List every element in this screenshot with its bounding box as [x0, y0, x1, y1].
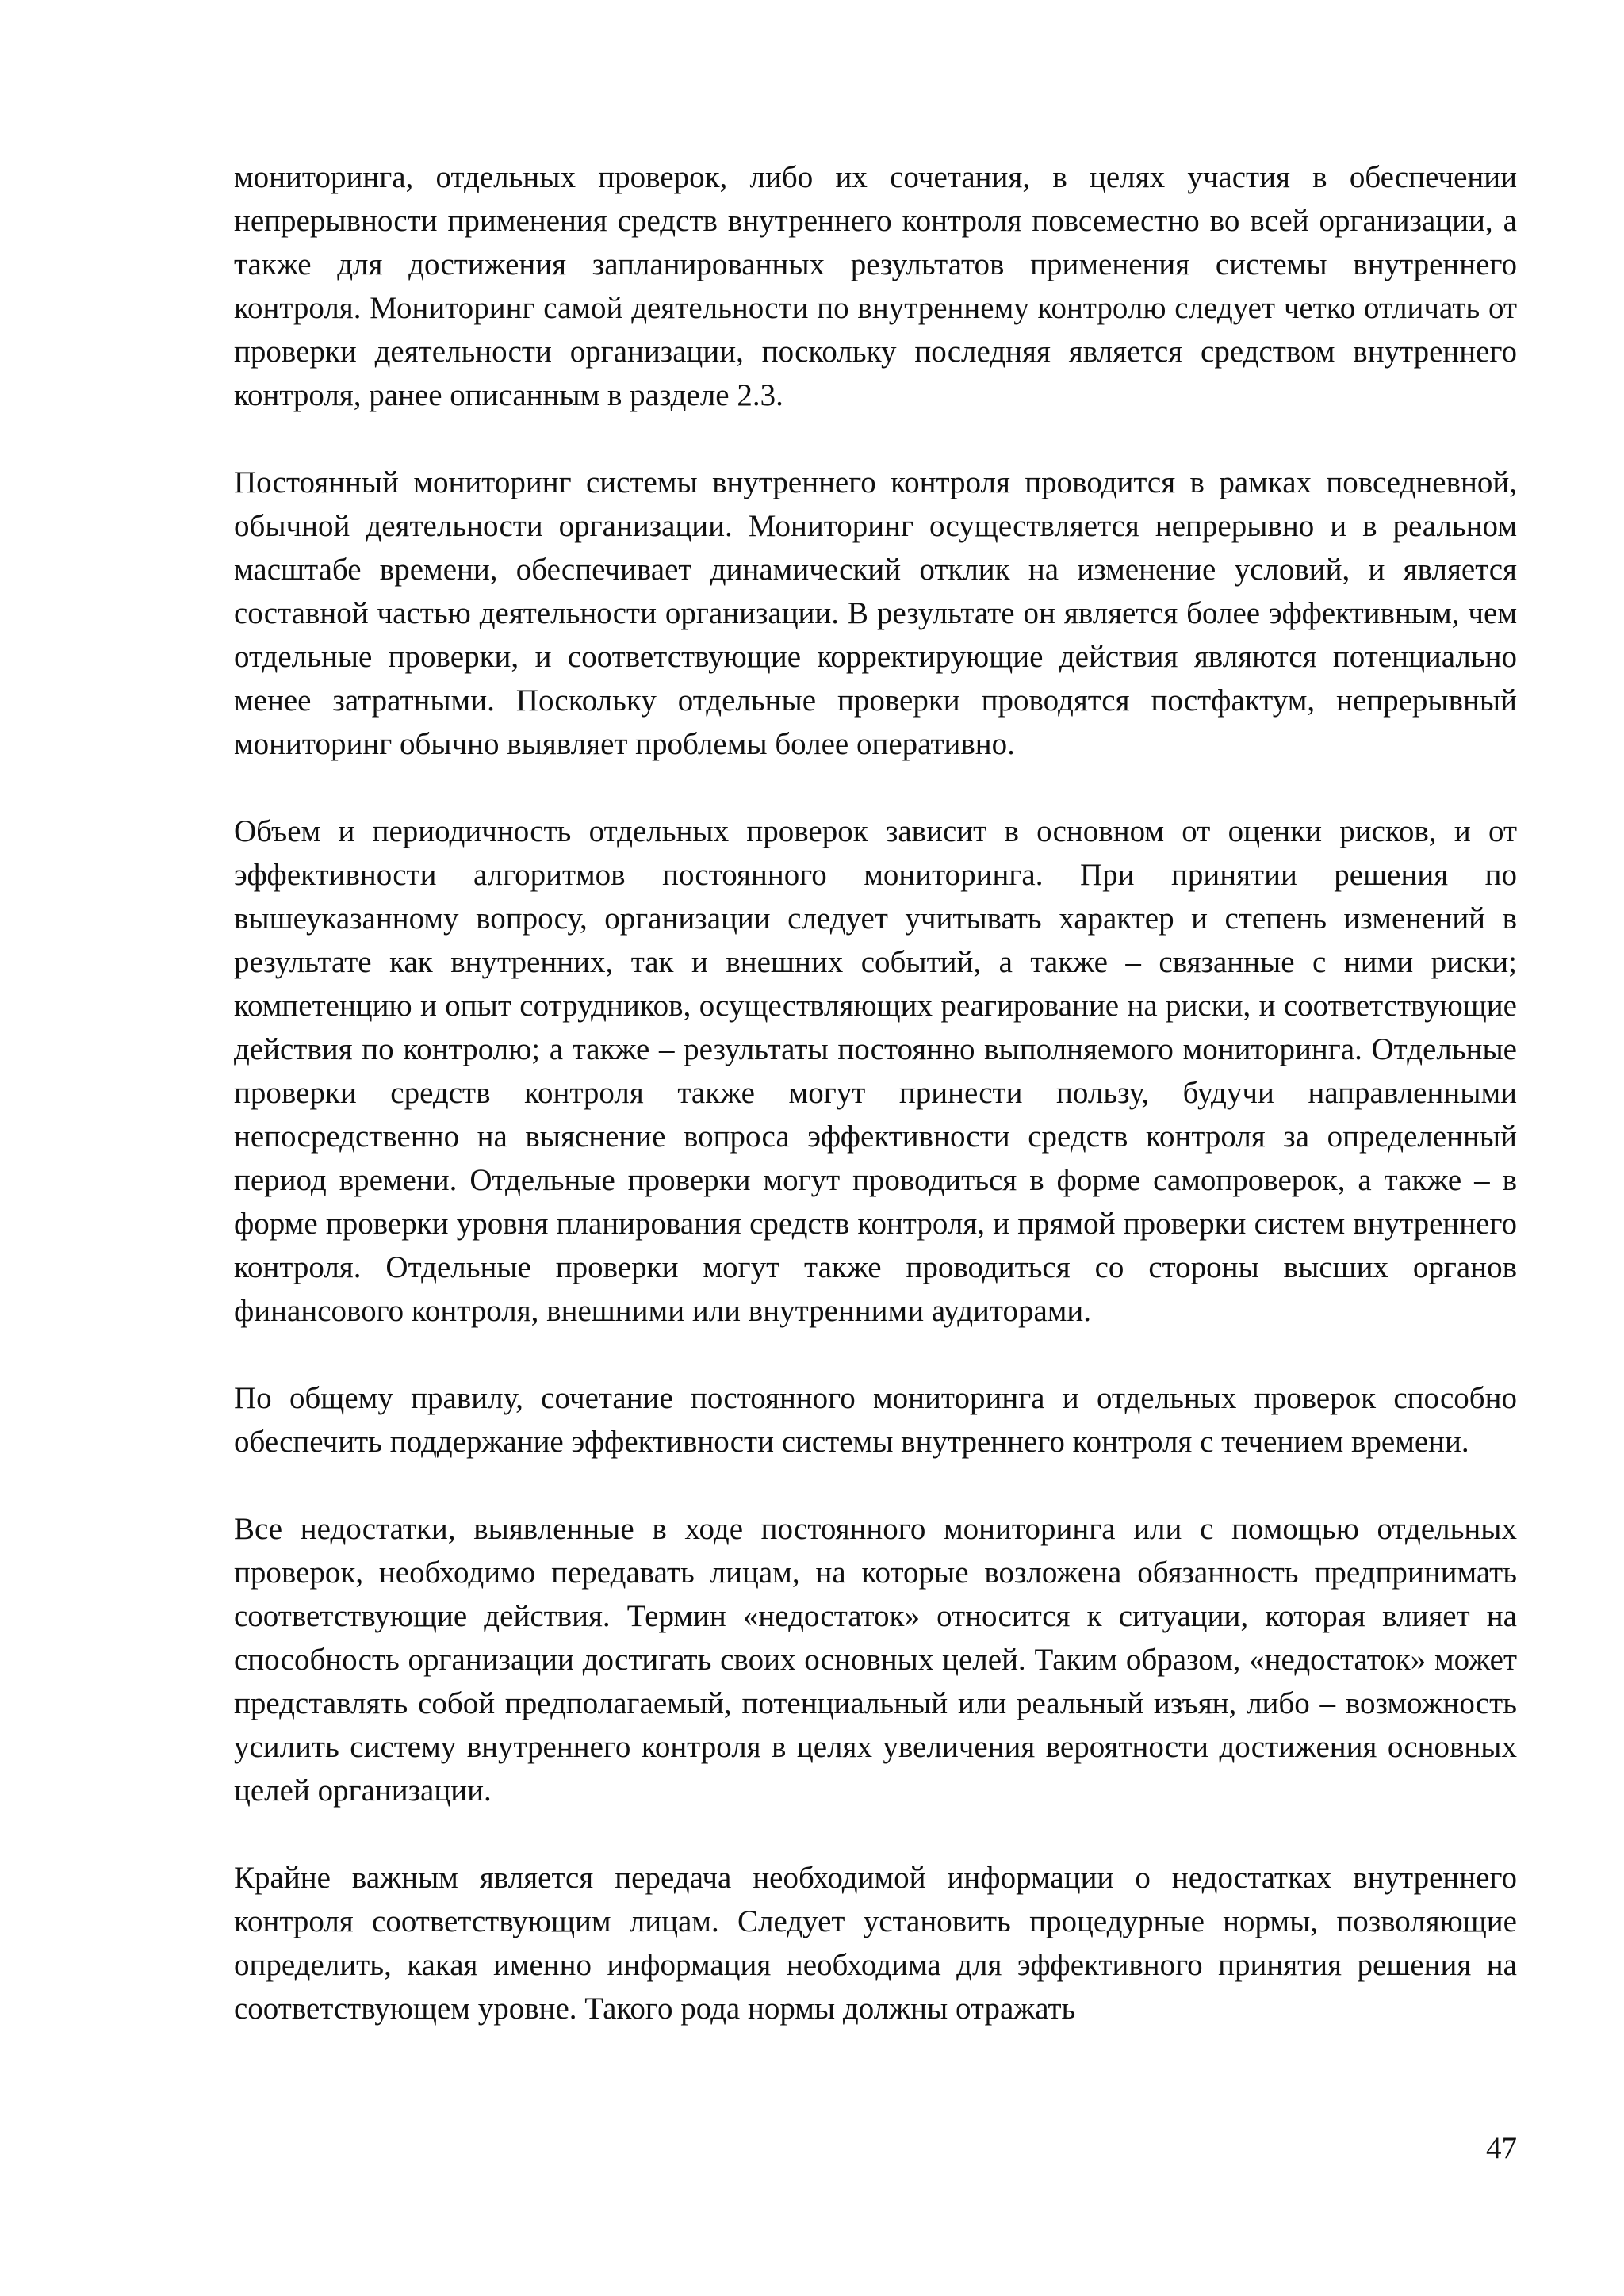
paragraph-6: Крайне важным является передача необходимой информации о недостатках внутреннего контроля соответствующим лицам. Следует установить процедурные нормы, позволяющие определить, какая именно информация необходима для эффективного принятия решения на соответствующем уровне. Такого рода нормы должны отражать [234, 1861, 1517, 2026]
paragraph-4: По общему правилу, сочетание постоянного мониторинга и отдельных проверок способно обеспечить поддержание эффективности системы внутреннего контроля с течением времени. [234, 1381, 1517, 1459]
paragraph-1: мониторинга, отдельных проверок, либо их сочетания, в целях участия в обеспечении непрерывности применения средств внутреннего контроля повсеместно во всей организации, а также для достижения запланированных результатов применения системы внутреннего контроля. Мониторинг самой деятельности по внутреннему контролю следует четко отличать от проверки деятельности организации, поскольку последняя является средством внутреннего контроля, ранее описанным в разделе 2.3. [234, 160, 1517, 412]
paragraph-5: Все недостатки, выявленные в ходе постоянного мониторинга или с помощью отдельных проверок, необходимо передавать лицам, на которые возложена обязанность предпринимать соответствующие действия. Термин «недостаток» относится к ситуации, которая влияет на способность организации достигать своих основных целей. Таким образом, «недостаток» может представлять собой предполагаемый, потенциальный или реальный изъян, либо – возможность усилить систему внутреннего контроля в целях увеличения вероятности достижения основных целей организации. [234, 1512, 1517, 1808]
paragraph-2: Постоянный мониторинг системы внутреннего контроля проводится в рамках повседневной, обычной деятельности организации. Мониторинг осуществляется непрерывно и в реальном масштабе времени, обеспечивает динамический отклик на изменение условий, и является составной частью деятельности организации. В результате он является более эффективным, чем отдельные проверки, и соответствующие корректирующие действия являются потенциально менее затратными. Поскольку отдельные проверки проводятся постфактум, непрерывный мониторинг обычно выявляет проблемы более оперативно. [234, 465, 1517, 761]
page-number: 47 [1486, 2131, 1517, 2165]
paragraph-3: Объем и периодичность отдельных проверок зависит в основном от оценки рисков, и от эффективности алгоритмов постоянного мониторинга. При принятии решения по вышеуказанному вопросу, организации следует учитывать характер и степень изменений в результате как внутренних, так и внешних событий, а также – связанные с ними риски; компетенцию и опыт сотрудников, осуществляющих реагирование на риски, и соответствующие действия по контролю; а также – результаты постоянно выполняемого мониторинга. Отдельные проверки средств контроля также могут принести пользу, будучи направленными непосредственно на выяснение вопроса эффективности средств контроля за определенный период времени. Отдельные проверки могут проводиться в форме самопроверок, а также – в форме проверки уровня планирования средств контроля, и прямой проверки систем внутреннего контроля. Отдельные проверки могут также проводиться со стороны высших органов финансового контроля, внешними или внутренними аудиторами. [234, 814, 1517, 1328]
document-body [234, 155, 1517, 2030]
